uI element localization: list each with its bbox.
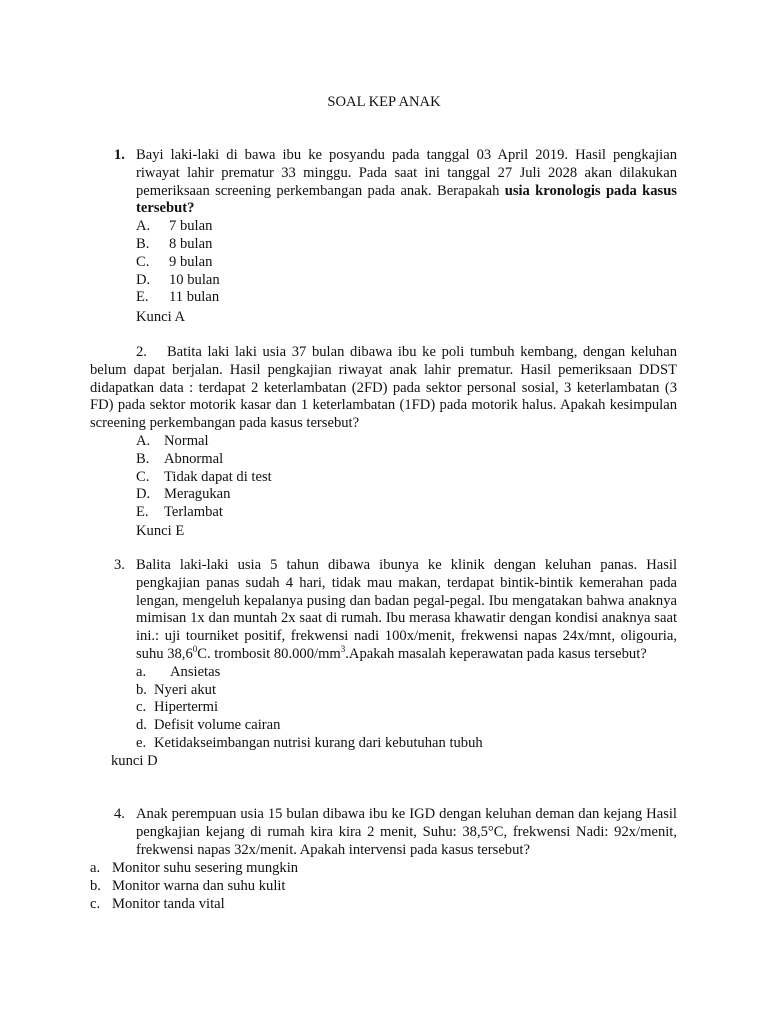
question-1 [114,147,677,327]
option-text: Ketidakseimbangan nutrisi kurang dari kebutuhan tubuh [154,734,483,751]
option-text: Abnormal [164,450,224,467]
option-text: Normal [164,432,209,449]
question-text-main: C. trombosit 80.000/mm [197,645,341,662]
option-label: E. [136,289,149,306]
option-item [136,218,677,236]
option-text: 8 bulan [169,235,213,252]
option-label: a. [90,860,101,876]
question-3 [111,557,677,771]
option-text: Monitor warna dan suhu kulit [112,877,286,894]
option-label: A. [136,432,151,449]
option-label: C. [136,253,150,270]
question-number: 3. [114,557,125,573]
option-text: Monitor tanda vital [112,895,225,912]
option-text: Meragukan [164,486,231,503]
question-text-bold: usia kronologis pada kasus tersebut? [136,182,677,217]
option-label: D. [136,486,151,503]
option-item [136,504,677,522]
option-item [90,860,490,878]
option-item [90,878,490,896]
question-text-main: Batita laki laki usia 37 bulan dibawa ibu ke poli tumbuh kembang, dengan keluhan belum dapat berjalan. Hasil pengkajian riwayat anak lahir prematur. Hasil pemeriksaan DDST didapatkan data : terdapat 2 keterlambatan (2FD) pada sektor personal sosial, 3 keterlambatan (3 FD) pada sektor motorik kasar dan 1 keterlambatan (1FD) pada motorik halus. Apakah kesimpulan screening perkembangan pada kasus tersebut? [90,344,677,432]
option-item [136,735,677,753]
option-item [136,469,677,487]
question-text [136,806,677,859]
question-text-main: Anak perempuan usia 15 bulan dibawa ibu ke IGD dengan keluhan deman dan kejang Hasil pengkajian kejang di rumah kira kira 2 menit, Suhu: 38,5°C, frekwensi Nadi: 92x/menit, frekwensi napas 32x/menit. Apakah intervensi pada kasus tersebut? [136,806,677,858]
option-label: c. [90,895,101,912]
option-text: Monitor suhu sesering mungkin [112,860,299,876]
option-item [136,236,677,254]
answer-key: Kunci E [136,522,185,539]
option-label: a. [136,663,147,680]
option-item [136,272,677,290]
question-text-main: .Apakah masalah keperawatan pada kasus tersebut? [345,645,647,662]
option-text: Terlambat [164,504,223,521]
question-number: 1. [114,147,125,163]
option-label: A. [136,218,151,235]
question-text [136,557,677,664]
option-item [136,699,677,717]
option-item [136,289,677,307]
option-item [136,451,677,469]
question-text-main: Balita laki-laki usia 5 tahun dibawa ibunya ke klinik dengan keluhan panas. Hasil pengkajian panas sudah 4 hari, tidak mau makan, terdapat bintik-bintik kemerahan pada lengan, mengeluh kepalanya pusing dan badan pegal-pegal. Ibu mengatakan bahwa anaknya mimisan 1x dan muntah 2x saat di rumah. Ibu merasa khawatir dengan kondisi anaknya saat ini.: uji tourniket positif, frekwensi nadi 100x/menit, frekwensi napas 24x/mnt, oligouria, suhu 38,6 [136,557,677,662]
option-label: B. [136,235,150,252]
superscript: 3 [340,644,346,655]
option-item [136,486,677,504]
option-label: C. [136,468,150,485]
question-2 [90,344,677,541]
option-item [90,896,490,914]
option-text: Nyeri akut [154,681,217,698]
question-number: 4. [114,806,125,822]
option-text: 11 bulan [169,289,220,306]
option-item [136,717,677,735]
question-text-main: Bayi laki-laki di bawa ibu ke posyandu pada tanggal 03 April 2019. Hasil pengkajian riwayat lahir prematur 33 minggu. Pada saat ini tanggal 27 Juli 2028 akan dilakukan pemeriksaan screening perkembangan pada anak. Berapakah [136,147,677,199]
option-text: 10 bulan [169,271,220,288]
page-title: SOAL KEP ANAK [327,94,441,110]
option-list [90,860,490,913]
option-text: Ansietas [170,663,221,680]
option-label: e. [136,734,147,751]
option-label: d. [136,717,147,734]
question-number: 2. [136,344,147,360]
superscript: 0 [192,644,198,655]
option-label: c. [136,699,147,716]
option-text: Hipertermi [154,699,219,716]
option-label: b. [136,681,147,698]
question-text [90,344,677,433]
option-text: Defisit volume cairan [154,717,281,734]
question-text [136,147,677,218]
option-text: Tidak dapat di test [164,468,272,485]
option-list [136,433,677,541]
question-4 [114,806,677,859]
option-item [136,664,677,682]
option-label: E. [136,504,149,521]
option-item [136,254,677,272]
option-label: b. [90,877,101,894]
option-label: D. [136,271,151,288]
option-text: 7 bulan [169,218,213,235]
option-list [136,664,677,753]
option-item [136,433,677,451]
option-label: B. [136,450,150,467]
answer-key: Kunci A [136,309,186,326]
answer-key: kunci D [111,752,158,769]
option-text: 9 bulan [169,253,213,270]
option-item [136,682,677,700]
option-list [136,218,677,327]
